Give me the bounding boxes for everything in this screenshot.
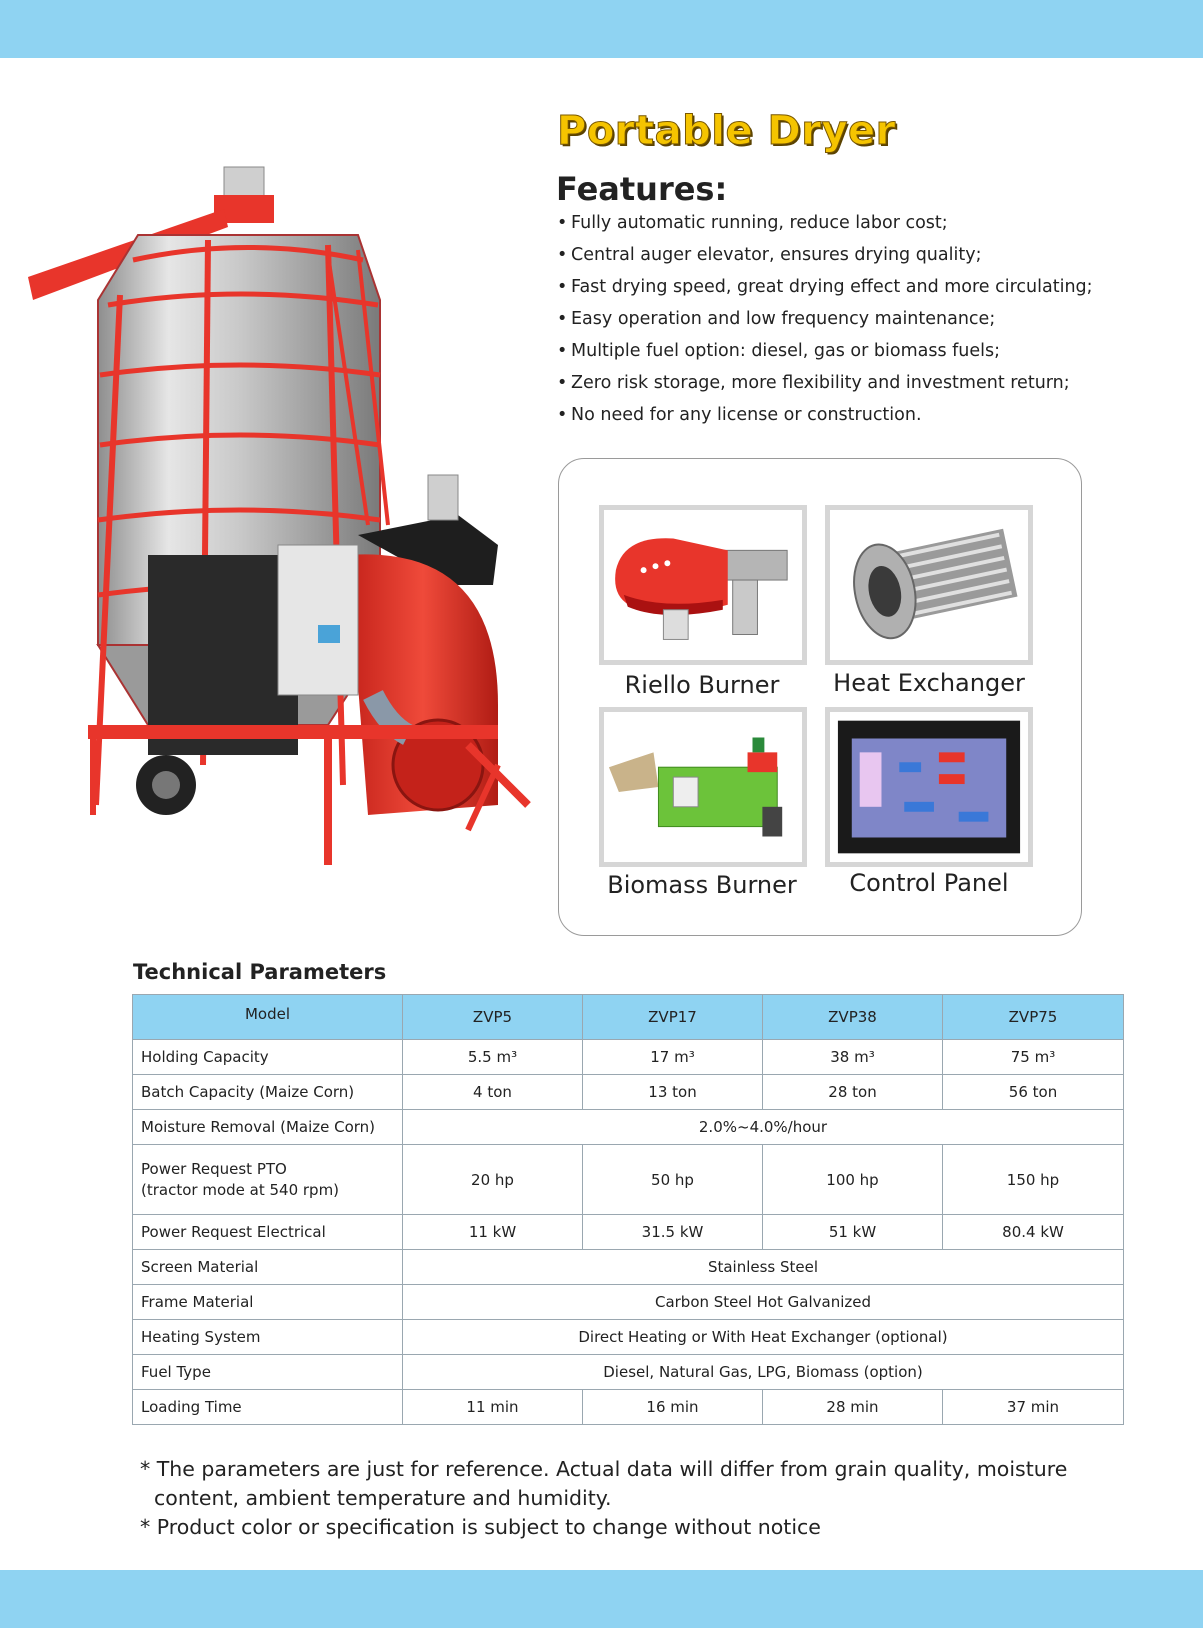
row-label: Batch Capacity (Maize Corn) xyxy=(133,1075,403,1110)
row-label: Moisture Removal (Maize Corn) xyxy=(133,1110,403,1145)
table-row xyxy=(133,1110,1124,1145)
table-cell: 16 min xyxy=(583,1390,763,1425)
table-cell: 51 kW xyxy=(763,1215,943,1250)
table-cell: 100 hp xyxy=(763,1145,943,1215)
riello-burner-label: Riello Burner xyxy=(624,671,780,699)
portable-dryer-illustration xyxy=(28,165,548,895)
table-header-row xyxy=(133,995,1124,1040)
biomass-burner-label: Biomass Burner xyxy=(607,871,797,899)
footnote: * Product color or specification is subject to change without notice xyxy=(140,1515,821,1539)
technical-parameters-table xyxy=(132,994,1124,1425)
table-cell: 5.5 m³ xyxy=(403,1040,583,1075)
feature-item: • Fast drying speed, great drying effect and more circulating; xyxy=(557,277,1093,297)
heat-exchanger-label: Heat Exchanger xyxy=(833,669,1025,697)
table-cell: 28 ton xyxy=(763,1075,943,1110)
table-cell: 37 min xyxy=(943,1390,1124,1425)
table-cell: Direct Heating or With Heat Exchanger (optional) xyxy=(403,1320,1124,1355)
row-label-line: Power Request PTO xyxy=(141,1159,287,1178)
row-label: Power Request Electrical xyxy=(133,1215,403,1250)
table-cell: 75 m³ xyxy=(943,1040,1124,1075)
table-cell: 80.4 kW xyxy=(943,1215,1124,1250)
row-label: Heating System xyxy=(133,1320,403,1355)
table-row xyxy=(133,1250,1124,1285)
table-cell: 28 min xyxy=(763,1390,943,1425)
heat-exchanger-image xyxy=(825,505,1033,665)
feature-item: • Multiple fuel option: diesel, gas or biomass fuels; xyxy=(557,341,1001,361)
header-zvp17: ZVP17 xyxy=(583,995,763,1040)
table-cell: Stainless Steel xyxy=(403,1250,1124,1285)
table-cell: 56 ton xyxy=(943,1075,1124,1110)
control-panel-label: Control Panel xyxy=(849,869,1009,897)
riello-burner-image xyxy=(599,505,807,665)
top-color-band xyxy=(0,0,1203,58)
table-cell: 150 hp xyxy=(943,1145,1124,1215)
header-model: Model xyxy=(133,995,403,1040)
table-cell: 11 kW xyxy=(403,1215,583,1250)
header-zvp75: ZVP75 xyxy=(943,995,1124,1040)
table-cell: 38 m³ xyxy=(763,1040,943,1075)
feature-item: • Zero risk storage, more flexibility and investment return; xyxy=(557,373,1070,393)
table-row xyxy=(133,1285,1124,1320)
table-row xyxy=(133,1320,1124,1355)
table-cell: 11 min xyxy=(403,1390,583,1425)
table-cell: 31.5 kW xyxy=(583,1215,763,1250)
features-list xyxy=(557,212,1093,436)
table-cell: 2.0%~4.0%/hour xyxy=(403,1110,1124,1145)
features-heading: Features: xyxy=(556,170,728,208)
row-label: Screen Material xyxy=(133,1250,403,1285)
footnote: * The parameters are just for reference. Actual data will differ from grain quality, moisture xyxy=(140,1457,1068,1481)
table-cell: 4 ton xyxy=(403,1075,583,1110)
feature-item: • Easy operation and low frequency maintenance; xyxy=(557,309,996,329)
row-label xyxy=(133,1145,403,1215)
feature-item: • Central auger elevator, ensures drying quality; xyxy=(557,245,982,265)
table-cell: 20 hp xyxy=(403,1145,583,1215)
table-cell: Carbon Steel Hot Galvanized xyxy=(403,1285,1124,1320)
row-label: Fuel Type xyxy=(133,1355,403,1390)
components-panel xyxy=(558,458,1082,936)
control-panel-image xyxy=(825,707,1033,867)
feature-item: • No need for any license or construction. xyxy=(557,405,922,425)
table-row xyxy=(133,1145,1124,1215)
technical-parameters-heading: Technical Parameters xyxy=(133,960,387,984)
header-zvp5: ZVP5 xyxy=(403,995,583,1040)
page-title: Portable Dryer xyxy=(557,108,896,154)
table-row xyxy=(133,1075,1124,1110)
table-cell: 17 m³ xyxy=(583,1040,763,1075)
footnotes xyxy=(140,1455,1067,1542)
table-row xyxy=(133,1040,1124,1075)
row-label: Loading Time xyxy=(133,1390,403,1425)
biomass-burner-image xyxy=(599,707,807,867)
row-label: Holding Capacity xyxy=(133,1040,403,1075)
table-row xyxy=(133,1215,1124,1250)
table-cell: 50 hp xyxy=(583,1145,763,1215)
table-cell: 13 ton xyxy=(583,1075,763,1110)
header-zvp38: ZVP38 xyxy=(763,995,943,1040)
table-row xyxy=(133,1390,1124,1425)
row-label-line: (tractor mode at 540 rpm) xyxy=(141,1180,340,1199)
table-row xyxy=(133,1355,1124,1390)
table-cell: Diesel, Natural Gas, LPG, Biomass (option) xyxy=(403,1355,1124,1390)
footnote-continuation: content, ambient temperature and humidity. xyxy=(154,1486,612,1510)
row-label: Frame Material xyxy=(133,1285,403,1320)
bottom-color-band xyxy=(0,1570,1203,1628)
feature-item: • Fully automatic running, reduce labor cost; xyxy=(557,213,948,233)
